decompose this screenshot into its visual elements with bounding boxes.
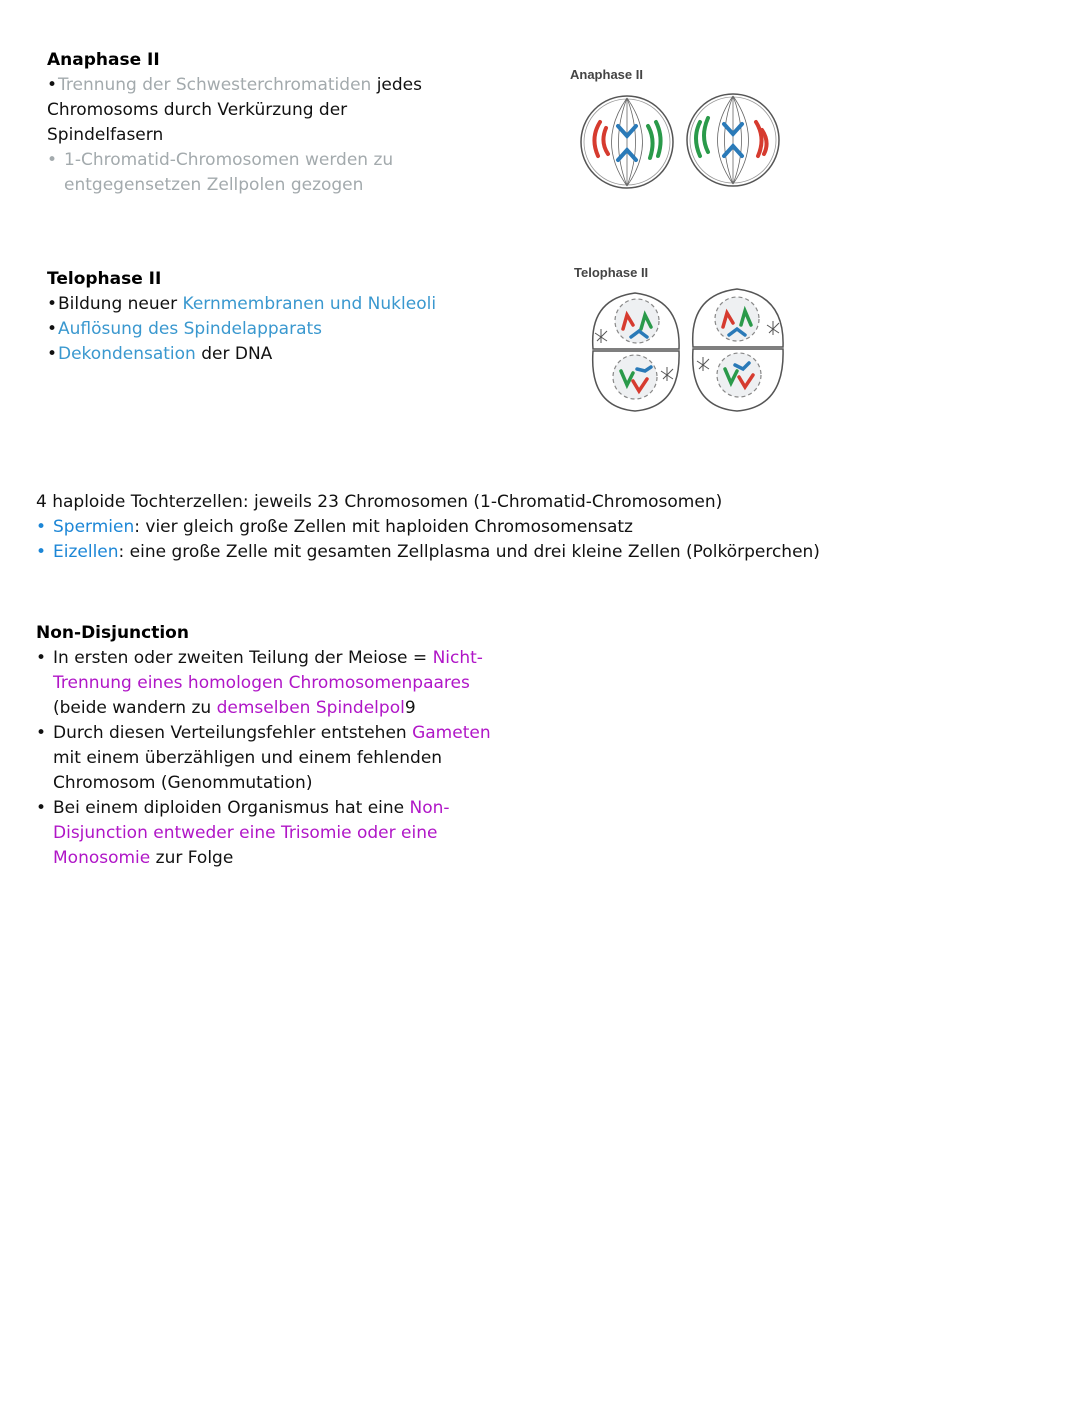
anaphase-section bbox=[47, 48, 422, 198]
anaphase-b1-rest: jedes bbox=[371, 75, 422, 95]
telophase-bullet-3: •Dekondensation der DNA bbox=[47, 344, 273, 364]
anaphase-figure bbox=[576, 90, 786, 195]
anaphase-b2-line1: 1-Chromatid-Chromosomen werden zu bbox=[64, 150, 394, 170]
nd-b1-l3-end: 9 bbox=[404, 698, 416, 718]
anaphase-b1-line2: Chromosoms durch Verkürzung der bbox=[47, 100, 348, 120]
nd-b2-l2: mit einem überzähligen und einem fehlenden bbox=[53, 748, 443, 768]
nd-b2-l3: Chromosom (Genommutation) bbox=[53, 773, 313, 793]
nondisjunction-bullet-2: • Durch diesen Verteilungsfehler entstehen Gameten mit einem überzähligen und einem fehlenden Chromosom (Genommutation) bbox=[36, 721, 491, 796]
telophase-figure bbox=[585, 285, 790, 415]
anaphase-cell-left bbox=[581, 96, 673, 188]
result-b1-rest: : vier gleich große Zellen mit haploiden Chromosomensatz bbox=[134, 517, 633, 537]
nd-b1-l1-text: In ersten oder zweiten Teilung der Meiose = bbox=[53, 648, 433, 668]
telophase-figure-label: Telophase II bbox=[574, 265, 649, 280]
telophase-title: Telophase II bbox=[47, 269, 162, 289]
nd-b1-l1-highlight: Nicht- bbox=[432, 648, 483, 668]
nd-b3-l1-highlight: Non- bbox=[409, 798, 450, 818]
result-bullet-2: • Eizellen: eine große Zelle mit gesamten Zellplasma und drei kleine Zellen (Polkörperchen) bbox=[36, 542, 820, 562]
result-line-1: 4 haploide Tochterzellen: jeweils 23 Chromosomen (1-Chromatid-Chromosomen) bbox=[36, 492, 723, 512]
nondisjunction-title: Non-Disjunction bbox=[36, 623, 189, 643]
anaphase-bullet-1: •Trennung der Schwesterchromatiden jedes bbox=[47, 75, 422, 95]
telophase-b1-text: Bildung neuer bbox=[58, 294, 183, 314]
nondisjunction-bullet-1: • In ersten oder zweiten Teilung der Meiose = Nicht- Trennung eines homologen Chromosomenpaares (beide wandern zu demselben Spindelpol9 bbox=[36, 646, 491, 721]
nondisjunction-bullet-3: • Bei einem diploiden Organismus hat eine Non- Disjunction entweder eine Trisomie oder eine Monosomie zur Folge bbox=[36, 796, 491, 871]
result-b1-highlight: Spermien bbox=[53, 517, 135, 537]
result-b2-rest: : eine große Zelle mit gesamten Zellplasma und drei kleine Zellen (Polkörperchen) bbox=[118, 542, 820, 562]
telophase-section bbox=[47, 267, 436, 367]
telophase-bullet-1: •Bildung neuer Kernmembranen und Nukleoli bbox=[47, 294, 437, 314]
nondisjunction-section bbox=[36, 621, 491, 871]
nd-b3-l3-rest: zur Folge bbox=[150, 848, 234, 868]
result-bullet-1: • Spermien: vier gleich große Zellen mit haploiden Chromosomensatz bbox=[36, 517, 633, 537]
nd-b1-l2: Trennung eines homologen Chromosomenpaares bbox=[53, 673, 470, 693]
nd-b3-l2: Disjunction entweder eine Trisomie oder eine bbox=[53, 823, 438, 843]
nd-b2-l1-text: Durch diesen Verteilungsfehler entstehen bbox=[53, 723, 413, 743]
telophase-cell-left bbox=[593, 293, 679, 411]
nd-b2-l1-highlight: Gameten bbox=[412, 723, 491, 743]
result-section bbox=[36, 490, 820, 565]
nd-b1-l3-text: (beide wandern zu bbox=[53, 698, 217, 718]
telophase-b3-highlight: Dekondensation bbox=[58, 344, 196, 364]
anaphase-b1-line3: Spindelfasern bbox=[47, 125, 164, 145]
telophase-b3-rest: der DNA bbox=[195, 344, 273, 364]
anaphase-figure-label: Anaphase II bbox=[570, 67, 643, 82]
nd-b3-l3-highlight: Monosomie bbox=[53, 848, 151, 868]
telophase-cell-right bbox=[693, 289, 783, 411]
telophase-bullet-2: •Auflösung des Spindelapparats bbox=[47, 319, 323, 339]
telophase-b1-highlight: Kernmembranen und Nukleoli bbox=[182, 294, 437, 314]
nd-b1-l3-highlight: demselben Spindelpol bbox=[216, 698, 405, 718]
result-b2-highlight: Eizellen bbox=[53, 542, 119, 562]
anaphase-b1-highlight: Trennung der Schwesterchromatiden bbox=[58, 75, 372, 95]
anaphase-title: Anaphase II bbox=[47, 50, 160, 70]
anaphase-b2-line2: entgegensetzen Zellpolen gezogen bbox=[64, 175, 364, 195]
anaphase-bullet-2: • 1-Chromatid-Chromosomen werden zu bbox=[47, 150, 394, 170]
anaphase-cell-right bbox=[687, 94, 779, 186]
telophase-b2-highlight: Auflösung des Spindelapparats bbox=[58, 319, 323, 339]
nd-b3-l1-text: Bei einem diploiden Organismus hat eine bbox=[53, 798, 410, 818]
